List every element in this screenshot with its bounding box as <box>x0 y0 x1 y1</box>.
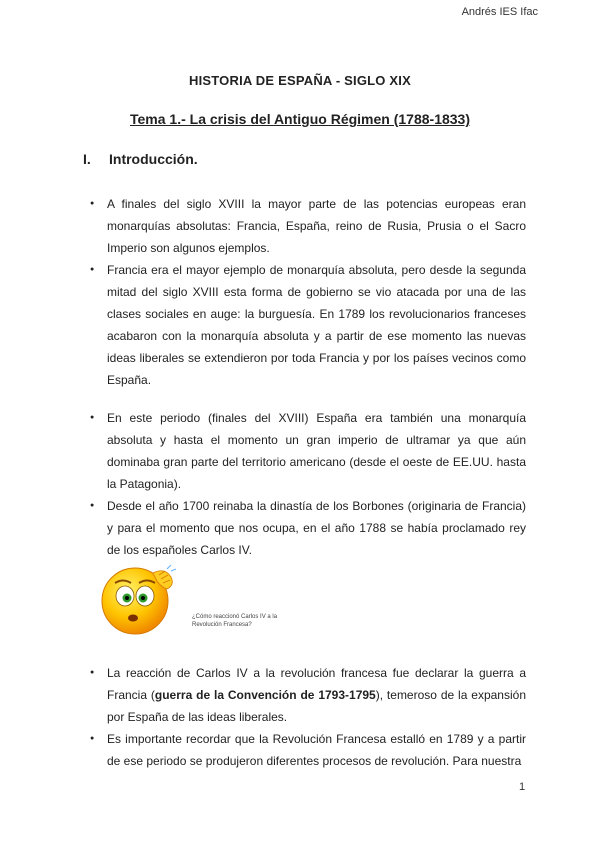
bullet-list-3 <box>90 662 526 772</box>
list-item: ● Francia era el mayor ejemplo de monarquía absoluta, pero desde la segunda mitad del siglo XVIII esta forma de gobierno se vio atacada por una de las clases sociales en auge: la burguesía. En 1789 los revolucionarios franceses acabaron con la monarquía absoluta y a partir de ese momento las nuevas ideas liberales se extendieron por toda Francia y por los países vecinos como España. <box>90 259 526 391</box>
thinking-face-icon <box>95 563 195 637</box>
bullet-list-2 <box>90 407 526 561</box>
bullet-text-start: La reacción de Carlos IV a la revolución francesa fue declarar la guerra a Francia ( <box>107 666 526 702</box>
header-author: Andrés IES Ifac <box>461 6 538 18</box>
list-item <box>90 662 526 728</box>
section-number: I. <box>83 151 91 167</box>
topic-title: Tema 1.- La crisis del Antiguo Régimen (1788-1833) <box>130 111 470 127</box>
document-title: HISTORIA DE ESPAÑA - SIGLO XIX <box>189 73 411 88</box>
bullet-list-1 <box>90 193 526 391</box>
list-item: ● En este periodo (finales del XVIII) España era también una monarquía absoluta y hasta el momento un gran imperio de ultramar ya que aún dominaba gran parte del territorio americano (desde el oeste de EE.UU. hasta la Patagonia). <box>90 407 526 495</box>
image-caption: ¿Cómo reaccionó Carlos IV a la Revolución Francesa? <box>192 614 278 628</box>
list-item: ● Desde el año 1700 reinaba la dinastía de los Borbones (originaria de Francia) y para el momento que nos ocupa, en el año 1788 se había proclamado rey de los españoles Carlos IV. <box>90 495 526 561</box>
bullet-text-end: ), temeroso de la expansión por España de las ideas liberales. <box>107 688 526 724</box>
list-item: ● Es importante recordar que la Revolución Francesa estalló en 1789 y a partir de ese periodo se produjeron diferentes procesos de revolución. Para nuestra <box>90 728 526 772</box>
section-title: Introducción. <box>109 151 198 167</box>
bold-text: guerra de la Convención de 1793-1795 <box>154 688 376 702</box>
page-number: 1 <box>519 781 526 793</box>
list-item: ● A finales del siglo XVIII la mayor parte de las potencias europeas eran monarquías absolutas: Francia, España, reino de Rusia, Prusia o el Sacro Imperio son algunos ejemplos. <box>90 193 526 259</box>
section-heading <box>83 151 198 167</box>
